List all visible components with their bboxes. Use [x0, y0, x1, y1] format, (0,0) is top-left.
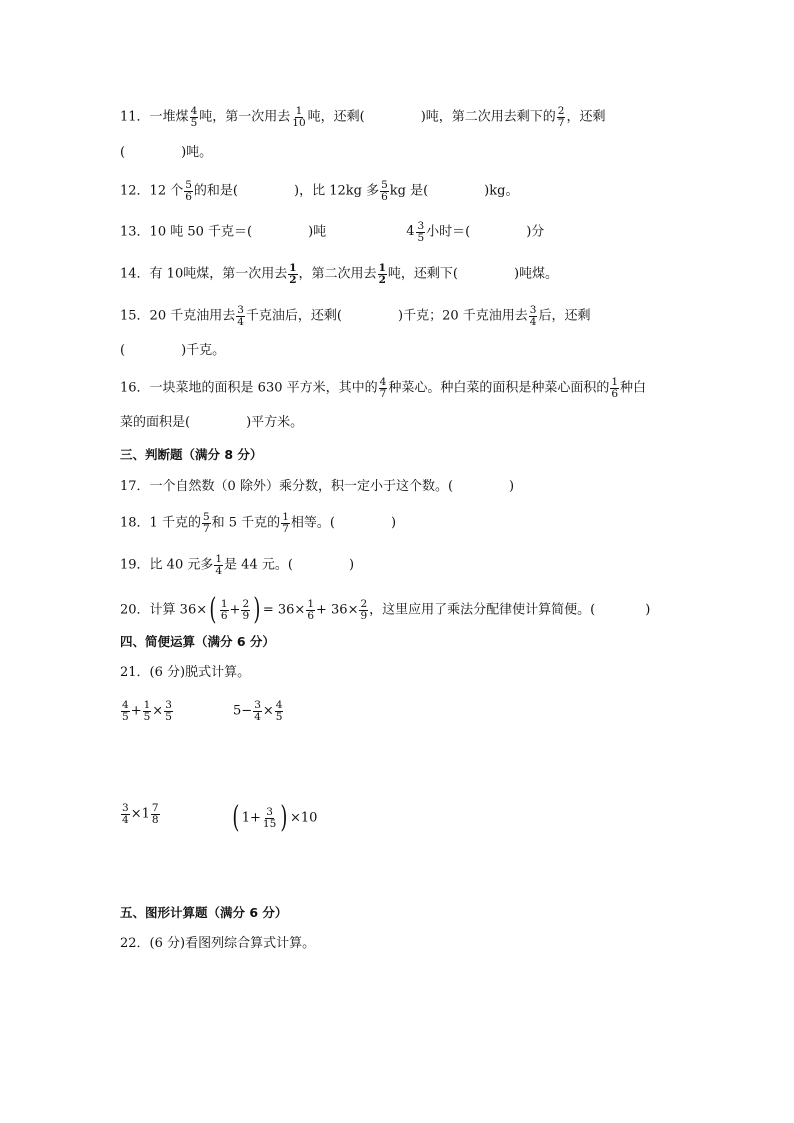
- fraction: $\frac{5}{7}$: [202, 511, 210, 535]
- question-21: 21．(6 分)脱式计算。: [120, 665, 251, 680]
- question-16-cont: 菜的面积是( )平方米。: [120, 415, 304, 430]
- question-number: 19．: [120, 557, 150, 573]
- question-18: 18．1 千克的 $\frac{5}{7}$ 和 5 千克的 $\frac{1}{7}$ 相等。( ): [120, 511, 397, 535]
- question-number: 18．: [120, 515, 150, 531]
- fraction: $\frac{5}{6}$: [381, 179, 388, 203]
- right-paren: ): [280, 800, 288, 835]
- section-heading-figure: 五、图形计算题（满分 6 分）: [120, 905, 288, 920]
- fraction: $\frac{5}{6}$: [185, 179, 192, 203]
- question-number: 15．: [120, 308, 150, 324]
- expression-4: ( 1+ $\frac{3}{15}$ ) ×10: [232, 800, 318, 835]
- question-15-cont: ( )千克。: [120, 343, 226, 358]
- expression-1: $\frac{4}{5}$ + $\frac{1}{5}$ × $\frac{3}{5}$: [122, 699, 172, 723]
- left-paren: (: [232, 800, 240, 835]
- fraction: $\frac{4}{5}$: [190, 105, 198, 129]
- fraction: $\frac{1}{4}$: [215, 553, 223, 577]
- fraction: $\frac{1}{10}$: [292, 105, 306, 129]
- question-11: 11．一堆煤 $\frac{4}{5}$ 吨，第一次用去 $\frac{1}{10}$ 吨，还剩( )吨，第二次用去剩下的 $\frac{2}{7}$ ，还剩: [120, 105, 606, 129]
- question-number: 13．: [120, 224, 150, 240]
- question-number: 20．: [120, 602, 150, 618]
- question-17: 17．一个自然数（0 除外）乘分数，积一定小于这个数。( ): [120, 479, 515, 494]
- fraction: $\frac{1}{6}$: [611, 376, 619, 400]
- fraction: $\frac{2}{9}$: [360, 598, 368, 622]
- fraction: $\frac{2}{7}$: [557, 105, 565, 129]
- fraction: $\frac{1}{6}$: [220, 598, 228, 622]
- fraction: $\frac{4}{7}$: [379, 376, 387, 400]
- question-number: 21．: [120, 665, 150, 680]
- fraction: $\frac{2}{9}$: [242, 598, 250, 622]
- question-number: 11．: [120, 109, 150, 125]
- fraction: $\frac{1}{7}$: [282, 511, 289, 535]
- expression-3: $\frac{3}{4}$ ×1 $\frac{7}{8}$: [122, 802, 159, 826]
- question-14: 14．有 10吨煤，第一次用去 $\frac{1}{2}$ ，第二次用去 $\frac{1}{2}$ 吨，还剩下( )吨煤。: [120, 262, 559, 286]
- question-13: 13．10 吨 50 千克＝( )吨 4 $\frac{3}{5}$ 小时＝( )分: [120, 220, 545, 244]
- question-16: 16．一块菜地的面积是 630 平方米，其中的 $\frac{4}{7}$ 种菜心。种白菜的面积是种菜心面积的 $\frac{1}{6}$ 种白: [120, 376, 647, 400]
- question-number: 17．: [120, 479, 150, 494]
- mixed-number: 4 $\frac{3}{5}$: [406, 220, 425, 244]
- fraction: $\frac{3}{4}$: [237, 304, 244, 328]
- question-number: 16．: [120, 380, 150, 396]
- section-heading-simplify: 四、简便运算（满分 6 分）: [120, 634, 275, 649]
- section-heading-judgment: 三、判断题（满分 8 分）: [120, 447, 263, 462]
- fraction: $\frac{1}{2}$: [289, 262, 297, 286]
- question-11-cont: ( )吨。: [120, 145, 213, 160]
- question-number: 22．: [120, 936, 150, 951]
- expression-2: 5− $\frac{3}{4}$ × $\frac{4}{5}$: [233, 699, 283, 723]
- question-22: 22．(6 分)看图列综合算式计算。: [120, 936, 316, 951]
- question-15: 15．20 千克油用去 $\frac{3}{4}$ 千克油后，还剩( )千克；20 千克油用去 $\frac{3}{4}$ 后，还剩: [120, 304, 591, 328]
- right-paren: ): [253, 592, 261, 627]
- question-number: 12．: [120, 183, 150, 199]
- left-paren: (: [209, 592, 217, 627]
- question-19: 19．比 40 元多 $\frac{1}{4}$ 是 44 元。( ): [120, 553, 355, 577]
- fraction: $\frac{1}{6}$: [307, 598, 314, 622]
- fraction: $\frac{3}{4}$: [529, 304, 537, 328]
- question-12: 12．12 个 $\frac{5}{6}$ 的和是( )，比 12kg 多 $\frac{5}{6}$ kg 是( )kg。: [120, 179, 519, 203]
- fraction: $\frac{1}{2}$: [378, 262, 386, 286]
- question-number: 14．: [120, 266, 150, 282]
- question-20: 20．计算 36×( $\frac{1}{6}$ + $\frac{2}{9}$ ) = 36× $\frac{1}{6}$ + 36× $\frac{2}{9}$ ，这里应用了乘法分配律使计算简便。( ): [120, 592, 651, 627]
